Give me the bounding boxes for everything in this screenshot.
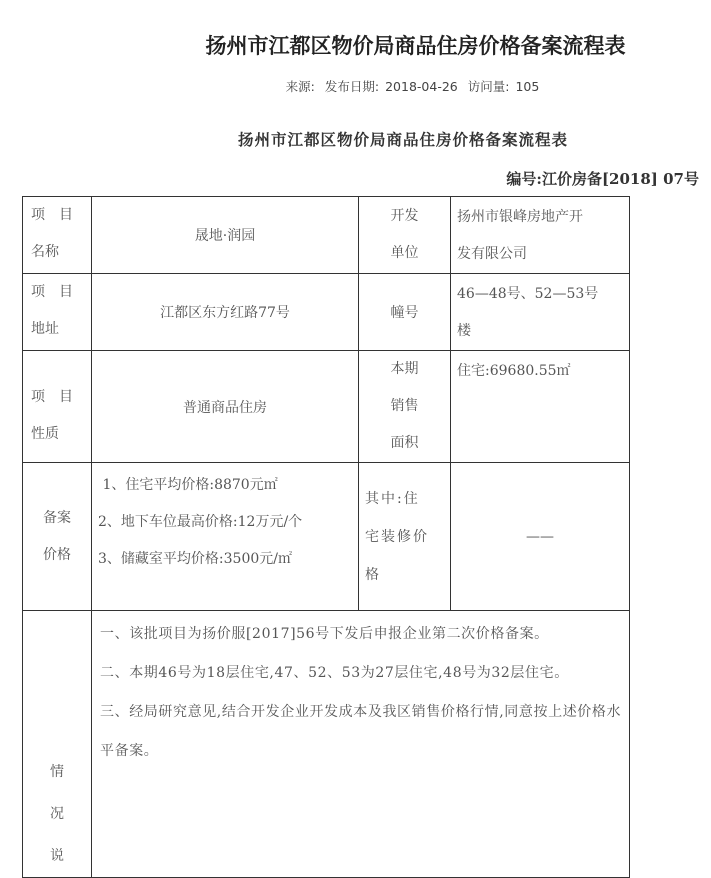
value-text: 46—48号、52—53号 xyxy=(457,286,599,302)
label-text: 备案 xyxy=(43,509,71,526)
value-project-type: 普通商品住房 xyxy=(92,351,359,463)
label-text: 格 xyxy=(365,566,381,583)
label-remarks xyxy=(23,611,92,878)
view-count: 105 xyxy=(515,79,540,94)
label-text: 地址 xyxy=(31,321,59,337)
value-filed-price xyxy=(92,463,359,611)
label-text: 目 xyxy=(59,389,73,405)
label-text: 项 xyxy=(31,207,45,223)
label-text: 其中:住 xyxy=(365,490,420,507)
label-text: 本期 xyxy=(390,361,419,377)
remarks-content xyxy=(92,611,630,878)
value-project-name: 晟地·润园 xyxy=(92,197,359,274)
label-text: 开发 xyxy=(390,208,419,224)
value-text: 住宅:69680.55㎡ xyxy=(457,363,571,379)
label-text: 项 xyxy=(31,284,45,300)
value-building-number xyxy=(451,274,630,351)
table-row-project-type xyxy=(23,351,630,463)
source-label: 来源: xyxy=(285,79,315,94)
table-row-remarks xyxy=(23,611,630,878)
value-text: 发有限公司 xyxy=(457,246,527,262)
label-project-name xyxy=(23,197,92,274)
label-text: 价格 xyxy=(43,546,71,563)
value-decoration-price: —— xyxy=(451,463,630,611)
price-line: 3、储藏室平均价格:3500元/㎡ xyxy=(98,551,292,567)
page-title: 扬州市江都区物价局商品住房价格备案流程表 xyxy=(205,34,626,58)
views-label: 访问量: xyxy=(467,79,510,94)
label-text: 性质 xyxy=(31,426,59,442)
label-text: 说 xyxy=(50,848,64,864)
remark-item: 一、该批项目为扬价服[2017]56号下发后申报企业第二次价格备案。 xyxy=(100,626,549,642)
table-row-filed-price xyxy=(23,463,630,611)
label-sales-area xyxy=(359,351,451,463)
label-project-address xyxy=(23,274,92,351)
label-text: 况 xyxy=(50,806,64,822)
table-row-project-name xyxy=(23,197,630,274)
document-number: 编号:江价房备[2018] 07号 xyxy=(506,170,699,188)
label-text: 项 xyxy=(31,389,45,405)
label-developer xyxy=(359,197,451,274)
article-meta xyxy=(0,77,711,95)
document-title: 扬州市江都区物价局商品住房价格备案流程表 xyxy=(237,130,568,149)
label-text: 销售 xyxy=(390,398,419,414)
price-line: 1、住宅平均价格:8870元㎡ xyxy=(98,477,278,493)
remark-item: 三、经局研究意见,结合开发企业开发成本及我区销售价格行情,同意按上述价格水平备案。 xyxy=(100,704,622,759)
label-text: 宅装修价 xyxy=(365,528,429,545)
label-decoration-price xyxy=(359,463,451,611)
value-developer xyxy=(451,197,630,274)
remark-item: 二、本期46号为18层住宅,47、52、53为27层住宅,48号为32层住宅。 xyxy=(100,665,569,681)
date-label: 发布日期: xyxy=(324,79,380,94)
label-text: 面积 xyxy=(390,435,419,451)
publish-date: 2018-04-26 xyxy=(385,79,458,94)
value-text: 楼 xyxy=(457,323,471,339)
filing-table xyxy=(22,196,630,878)
label-text: 单位 xyxy=(390,245,419,261)
label-text: 目 xyxy=(59,207,73,223)
label-filed-price xyxy=(23,463,92,611)
price-line: 2、地下车位最高价格:12万元/个 xyxy=(98,514,303,530)
value-project-address: 江都区东方红路77号 xyxy=(92,274,359,351)
label-text: 目 xyxy=(59,284,73,300)
label-building-number: 幢号 xyxy=(359,274,451,351)
label-project-type xyxy=(23,351,92,463)
value-text: 扬州市银峰房地产开 xyxy=(457,209,583,225)
value-sales-area xyxy=(451,351,630,463)
table-row-project-address xyxy=(23,274,630,351)
label-text: 名称 xyxy=(31,244,59,260)
label-text: 情 xyxy=(50,764,64,780)
